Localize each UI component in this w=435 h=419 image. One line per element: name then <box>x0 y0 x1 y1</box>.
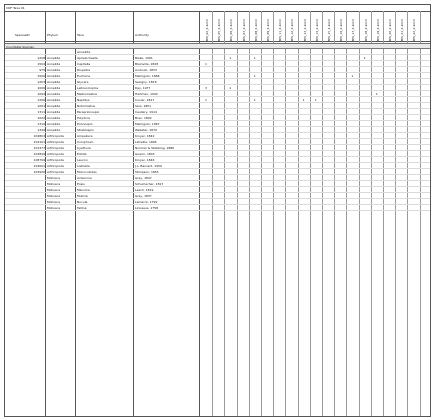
cell-species-id: 102899 <box>33 152 45 156</box>
col-header-sample: BIS_07_4.2mm <box>241 18 246 41</box>
cell-authority: Stimpson, 1853 <box>135 170 159 174</box>
cell-phylum: Arthropoda <box>47 134 64 138</box>
cell-species-id: 1208 <box>37 56 45 60</box>
cell-count: 1 <box>363 56 366 60</box>
col-header-authority: Authority <box>135 33 149 37</box>
cell-taxa: Notomastus <box>77 104 96 108</box>
col-header-sample: BIS_06_4.2mm <box>229 18 234 41</box>
cell-species-id: 101477 <box>33 146 45 150</box>
cell-authority: Malmgren, 1867 <box>135 122 160 126</box>
cell-authority: Lamarck, 1799 <box>135 200 158 204</box>
header-divider <box>5 41 430 42</box>
cell-authority: Blake, 1991 <box>135 56 153 60</box>
cell-authority: Gray, 1837 <box>135 194 152 198</box>
col-header-sample: BIS_08_4.2mm <box>253 18 258 41</box>
cell-species-id: 1500 <box>37 74 45 78</box>
cell-phylum: Annelida <box>47 68 61 72</box>
cell-taxa: Glycera <box>77 80 89 84</box>
cell-authority: Caullery, 1914 <box>135 110 157 114</box>
cell-taxa: Euchone <box>77 74 90 78</box>
col-header-sample: BIS_15_4.2mm <box>327 18 331 41</box>
col-header-sample: BIS_14_4.2mm <box>314 18 319 41</box>
cell-taxa: Mediomastus <box>77 92 97 96</box>
cell-phylum: Mollusca <box>47 176 61 180</box>
cell-taxa: Tellina <box>77 206 87 210</box>
cell-phylum: Annelida <box>47 62 61 66</box>
cell-species-id: 1340 <box>37 128 45 132</box>
cell-species-id: 1001 <box>37 104 45 108</box>
cell-count: 1 <box>253 74 256 78</box>
col-header-sample: BIS_16_4.2mm <box>339 18 344 41</box>
cell-authority: Webster, 1879 <box>135 128 157 132</box>
section-header: Countable Species <box>5 43 430 49</box>
cell-taxa: Acteocina <box>77 176 92 180</box>
cell-authority: Cuvier, 1817 <box>135 98 155 102</box>
col-header-sample: BIS_11_4.2mm <box>278 18 283 41</box>
cell-taxa: Monoculodes <box>77 170 97 174</box>
col-header-sample: BIS_09_4.2mm <box>266 18 270 41</box>
cell-authority: Bosc, 1802 <box>135 116 152 120</box>
col-header-sample: BIS_17_4.2mm <box>351 18 356 41</box>
col-header-sample: BIS_21_4.2mm <box>400 18 405 41</box>
cell-phylum: Arthropoda <box>47 158 64 162</box>
cell-authority: Gray, 1847 <box>135 176 152 180</box>
cell-phylum: Mollusca <box>47 206 61 210</box>
cell-count: 1 <box>314 98 317 102</box>
cell-authority: J.L. Barnard, 1959 <box>135 164 162 168</box>
cell-phylum: Annelida <box>47 110 61 114</box>
cell-phylum: Arthropoda <box>47 146 64 150</box>
cell-authority: Kroyer, 1846 <box>135 158 155 162</box>
cell-count: 3 <box>205 86 207 90</box>
cell-count: 1 <box>253 56 256 60</box>
cell-authority: Norman & Stebbing, 1886 <box>135 146 175 150</box>
cell-taxa: Aphelochaeta <box>77 56 98 60</box>
cell-species-id: 1000 <box>37 86 45 90</box>
cell-taxa: Nucula <box>77 200 88 204</box>
cell-phylum: Annelida <box>47 116 61 120</box>
cell-phylum: Mollusca <box>47 188 61 192</box>
cell-phylum: Mollusca <box>47 200 61 204</box>
cell-authority: Guerin, 1843 <box>135 152 155 156</box>
cell-taxa: Listriella <box>77 164 90 168</box>
cell-species-id: 1200 <box>37 98 45 102</box>
cell-phylum: Arthropoda <box>47 164 64 168</box>
cell-count: 1 <box>375 92 378 96</box>
col-header-phylum: Phylum <box>47 33 59 37</box>
cell-authority: Leach, 1819 <box>135 188 154 192</box>
cell-species-id: 1504 <box>37 62 45 66</box>
cell-phylum: Annelida <box>47 122 61 126</box>
cell-authority: Linnaeus, 1758 <box>135 206 158 210</box>
cell-phylum: Annelida <box>47 86 61 90</box>
col-header-id: SpeciesID <box>15 33 30 37</box>
col-header-sample: BIS_18_4.2mm <box>363 18 368 41</box>
cell-phylum: Annelida <box>47 98 61 102</box>
cell-phylum: Annelida <box>47 92 61 96</box>
cell-phylum: Arthropoda <box>47 170 64 174</box>
cell-taxa: Nephtys <box>77 98 90 102</box>
cell-taxa: Corophium <box>77 140 94 144</box>
cell-authority: Hartman, 1944 <box>135 92 158 96</box>
col-header-sample: BIS_05_4.2mm <box>217 18 222 41</box>
cell-authority: Malmgren, 1866 <box>135 74 160 78</box>
cell-species-id: 1022 <box>37 116 45 120</box>
sheet-title: CDF Taxa 01 <box>5 5 431 12</box>
cell-species-id: 1094 <box>37 92 45 96</box>
cell-taxa: Prionospio <box>77 122 93 126</box>
cell-species-id: 1311 <box>37 110 45 114</box>
cell-authority: Audouin, 1833 <box>135 68 157 72</box>
cell-authority: Latreille, 1806 <box>135 140 157 144</box>
cell-species-id: 1310 <box>37 122 45 126</box>
table-row[interactable] <box>5 205 430 211</box>
cell-taxa: Mulinia <box>77 194 88 198</box>
cell-phylum: Annelida <box>47 74 61 78</box>
cell-taxa: Macoma <box>77 188 90 192</box>
cell-count: 1 <box>302 98 305 102</box>
cell-phylum: Arthropoda <box>47 152 64 156</box>
col-header-sample: BIS_12_4.2mm <box>290 18 295 41</box>
cell-taxa: Edotia <box>77 152 87 156</box>
cell-species-id: 103920 <box>33 170 45 174</box>
cell-taxa: Ensis <box>77 182 85 186</box>
cell-taxa: Cyathura <box>77 146 91 150</box>
cell-species-id: 104803 <box>33 134 45 138</box>
cell-species-id: 1203 <box>37 80 45 84</box>
cell-phylum: Arthropoda <box>47 140 64 144</box>
cell-species-id: 104101 <box>33 140 45 144</box>
col-header-sample: BIS_22_4.2mm <box>412 18 417 41</box>
col-header-sample: BIS_02_4.2mm <box>205 18 209 41</box>
cell-taxa: Diopatra <box>77 68 90 72</box>
col-header-taxa: Taxa <box>77 33 84 37</box>
cell-taxa: Capitella <box>77 62 91 66</box>
col-header-sample: BIS_20_4.2mm <box>388 18 392 41</box>
cell-count: 1 <box>229 86 232 90</box>
cell-phylum: Mollusca <box>47 194 61 198</box>
cell-taxa: Polydora <box>77 116 90 120</box>
cell-count: 1 <box>205 98 207 102</box>
cell-authority: Sars, 1851 <box>135 104 152 108</box>
cell-species-id: 104001 <box>33 164 45 168</box>
col-header-sample: BIS_19_4.2mm <box>375 18 380 41</box>
cell-count: 1 <box>205 62 207 66</box>
cell-count: 1 <box>229 56 232 60</box>
cell-authority: Schumacher, 1817 <box>135 182 164 186</box>
cell-species-id: 108799 <box>33 158 45 162</box>
cell-taxa: Leitoscoloplos <box>77 86 99 90</box>
spreadsheet <box>4 4 431 417</box>
cell-count: 1 <box>253 98 256 102</box>
cell-taxa: Streblospio <box>77 128 94 132</box>
cell-taxa: Paraprionospio <box>77 110 100 114</box>
cell-phylum: Annelida <box>47 104 61 108</box>
cell-taxa: Annelida <box>77 50 91 54</box>
cell-species-id: 975 <box>39 68 45 72</box>
cell-taxa: Leucon <box>77 158 88 162</box>
cell-taxa: Ampelisca <box>77 134 93 138</box>
cell-phylum: Annelida <box>47 56 61 60</box>
cell-phylum: Mollusca <box>47 182 61 186</box>
cell-authority: Day, 1977 <box>135 86 151 90</box>
cell-authority: Kroyer, 1842 <box>135 134 155 138</box>
cell-authority: Savigny, 1818 <box>135 80 157 84</box>
cell-phylum: Annelida <box>47 80 61 84</box>
cell-phylum: Annelida <box>47 128 61 132</box>
cell-count: 1 <box>351 74 354 78</box>
cell-authority: Blainville, 1828 <box>135 62 159 66</box>
col-header-sample: BIS_13_4.2mm <box>302 18 307 41</box>
